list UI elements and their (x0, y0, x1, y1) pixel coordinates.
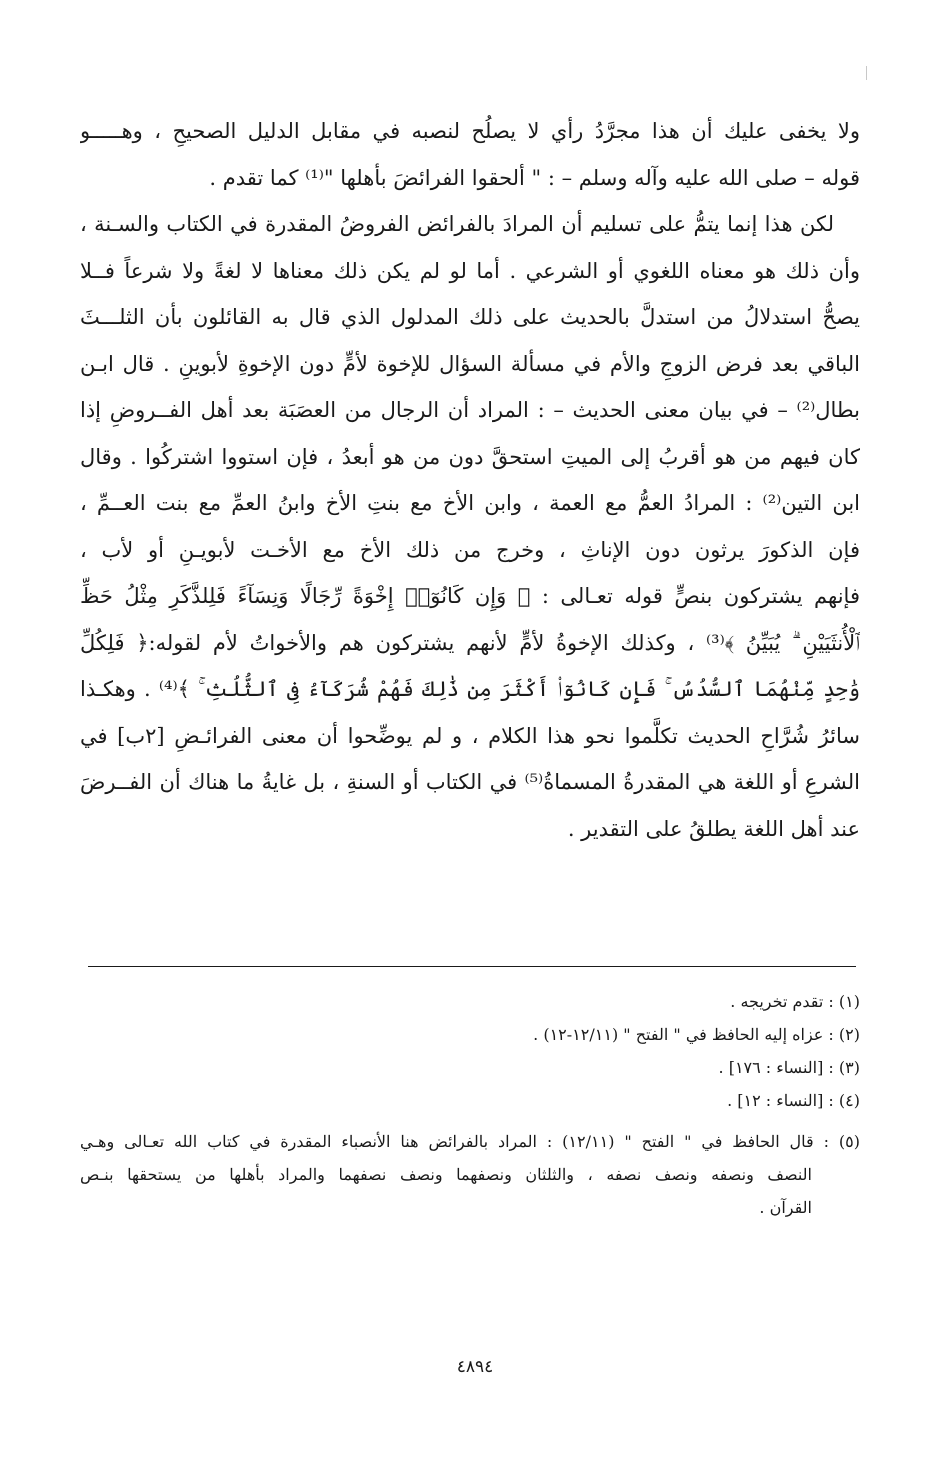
footnotes (80, 985, 860, 1224)
text-line: يصحُّ استدلالُ من استدلَّ بالحديث على ذلك المدلول الذي قال به القائلون بأن الثلـــثَ (80, 305, 860, 329)
text-line: فإن الذكورَ يرثون دون الإناثِ ، وخرج من ذلك الأخ مع الأخـت لأبويـنِ أو لأب ، (80, 537, 860, 562)
text-line: الشرعِ أو اللغة هي المقدرةُ المسماةُ⁽⁵⁾ في الكتاب أو السنةِ ، بل غايةُ ما هناك أن الفــرضَ (80, 770, 860, 794)
text-line: قوله – صلى الله عليه وآله وسلم – : " ألحقوا الفرائضَ بأهلها "⁽¹⁾ كما تقدم . (209, 165, 860, 190)
footnote-4: (٤) : [النساء : ١٢] . (727, 1091, 860, 1110)
text-line: بطال⁽²⁾ – في بيان معنى الحديث – : المراد أن الرجال من العصَبَة بعد أهل الفــروضِ إذا (80, 398, 860, 422)
footnote-2: (٢) : عزاه إليه الحافظ في " الفتح " (١٢/١١-١٢) . (533, 1025, 860, 1044)
scan-mark (866, 66, 867, 80)
text-line: فإنهم يشتركون بنصٍّ قوله تعـالى : ﴿ وَإِن كَانُوٓا۟ إِخْوَةً رِّجَالًا وَنِسَآءً فَلِلذَّكَرِ مِثْلُ حَظِّ (80, 584, 860, 608)
footnote-divider (88, 966, 856, 967)
text-line: لكن هذا إنما يتمُّ على تسليم أن المرادَ بالفرائض الفروضُ المقدرة في الكتاب والسـنة ، (80, 212, 834, 236)
main-text (80, 108, 860, 852)
text-line: عند أهل اللغة يطلقُ على التقدير . (567, 816, 860, 841)
footnote-5-continuation: القرآن . (759, 1198, 812, 1217)
text-line: ابن التين⁽²⁾ : المرادُ العمُّ مع العمة ، وابن الأخ مع بنتِ الأخ وابنُ العمِّ مع بنت العــمِّ ، (80, 491, 860, 515)
text-line: كان فيهم من هو أقربُ إلى الميتِ استحقَّ دون من هو أبعدُ ، فإن استووا اشتركُوا . وقال (80, 444, 860, 469)
text-line: وَٰحِدٍ مِّنْهُمَا ٱلسُّدُسُ ۚ فَإِن كَانُوٓا۟ أَكْثَرَ مِن ذَٰلِكَ فَهُمْ شُرَكَآءُ فِى ٱلثُّلُثِ ۚ ﴾⁽⁴⁾ . وهكـذا (80, 677, 860, 701)
page-number: ٤٨٩٤ (456, 1357, 494, 1377)
text-line: ٱلْأُنثَيَيْنِ ۗ يُبَيِّنُ ﴾⁽³⁾ ، وكذلك الإخوةُ لأمٍّ لأنهم يشتركون هم والأخواتُ لأم لقوله:﴿ فَلِكُلِّ (80, 630, 860, 655)
footnote-5: (٥) : قال الحافظ في " الفتح " (١٢/١١) : المراد بالفرائض هنا الأنصباء المقدرة في كتاب الله تعـالى وهـي (80, 1132, 860, 1151)
text-line: الباقي بعد فرض الزوجِ والأم في مسألة السؤال للإخوة لأمٍّ دون الإخوةِ لأبوينِ . قال ابـن (80, 351, 860, 376)
text-line: ولا يخفى عليك أن هذا مجرَّدُ رأي لا يصلُح لنصبه في مقابل الدليل الصحيحِ ، وهـــــو (80, 119, 860, 143)
footnote-1: (١) : تقدم تخريجه . (730, 992, 860, 1011)
text-line: سائرُ شُرَّاحِ الحديث تكلَّموا نحو هذا الكلام ، و لم يوضِّحوا أن معنى الفرائـضِ [٢ب] في (80, 723, 860, 748)
footnote-3: (٣) : [النساء : ١٧٦] . (718, 1058, 860, 1077)
text-line: وأن ذلك هو معناه اللغوي أو الشرعي . أما لو لم يكن ذلك معناها لا لغةً ولا شرعاً فــلا (80, 258, 860, 283)
footnote-5-continuation: النصف ونصفه ونصف نصفه ، والثلثان ونصفهما ونصف نصفهما والمراد بأهلها من يستحقها بنـص (80, 1165, 813, 1184)
